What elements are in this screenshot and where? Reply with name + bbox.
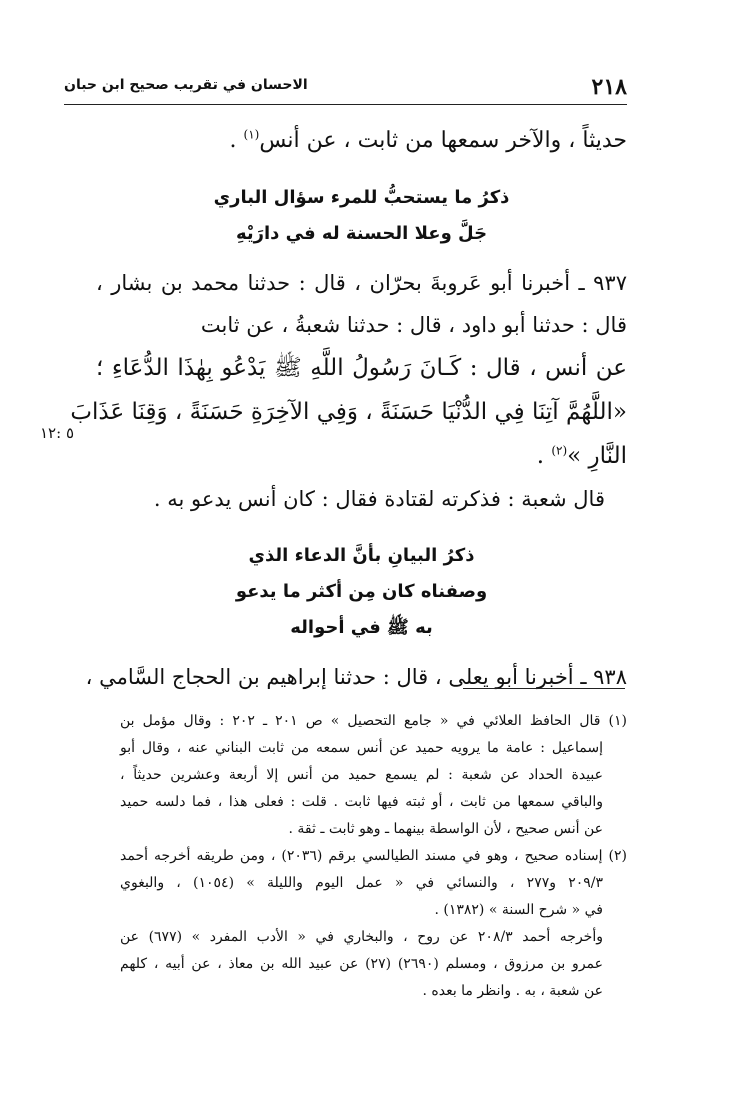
opening-line (96, 120, 627, 162)
hadith-937-line6: قال شعبة : فذكرته لقتادة فقال : كان أنس يدعو به . (153, 487, 605, 511)
page-number: ٢١٨ (591, 74, 627, 100)
running-title: الاحسان في تقريب صحيح ابن حبان (64, 77, 308, 93)
heading1-line2: جَلَّ وعلا الحسنة له في دارَيْهِ (235, 223, 488, 244)
heading2-line1: ذكرُ البيانِ بأنَّ الدعاء الذي (248, 545, 475, 566)
chapter-heading-2 (96, 538, 627, 646)
main-text (70, 120, 627, 698)
fn1-line5: عن أنس صحيح ، لأن الواسطة بينهما ـ وهو ثابت ـ ثقة . (288, 821, 603, 837)
fn2-line3: في « شرح السنة » (١٣٨٢) . (434, 902, 603, 918)
footnote-rule (463, 688, 625, 689)
chapter-heading-1 (96, 180, 627, 252)
hadith-938-line1: ٩٣٨ ـ أخبرنا أبو يعلى ، قال : حدثنا إبراهيم بن الحجاج السَّامي ، (85, 665, 627, 689)
heading2-line2: وصفناه كان مِن أكثر ما يدعو (235, 581, 488, 602)
hadith-937-line5-end: . (536, 443, 552, 469)
fn1-line4: والباقي سمعها من ثابت ، أو ثبته فيها ثابت . قلت : فعلى هذا ، فما دلسه حميد (120, 794, 604, 810)
opening-end: . (229, 128, 244, 153)
fn2-line2: ٢٠٩/٣ و٢٧٧ ، والنسائي في « عمل اليوم والليلة » (١٠٥٤) ، والبغوي (120, 875, 604, 891)
fn2-cont-line3: عن شعبة ، به . وانظر ما بعده . (422, 983, 603, 999)
hadith-937-line2: قال : حدثنا أبو داود ، قال : حدثنا شعبةُ ، عن ثابت (200, 313, 627, 337)
margin-reference: ٥ :١٢ (40, 424, 75, 442)
fn1-line3: عبيدة الحداد عن شعبة : لم يسمع حميد من أنس إلا أربعة وعشرين حديثاً ، (120, 767, 603, 783)
opening-text: حديثاً ، والآخر سمعها من ثابت ، عن أنس (259, 128, 627, 153)
hadith-937-line3: عن أنس ، قال : كَـانَ رَسُولُ اللَّهِ ﷺ يَدْعُو بِهٰذَا الدُّعَاءِ ؛ (96, 355, 627, 381)
hadith-937-line1: ٩٣٧ ـ أخبرنا أبو عَروبةَ بحرّان ، قال : حدثنا محمد بن بشار ، (96, 271, 627, 295)
fn1-line1: (١) قال الحافظ العلائي في « جامع التحصيل » ص ٢٠١ ـ ٢٠٢ : وقال مؤمل بن (120, 713, 627, 729)
hadith-937-line5-text: النَّارِ » (567, 443, 627, 469)
footnote-mark-1: (١) (243, 127, 260, 142)
heading1-line1: ذكرُ ما يستحبُّ للمرء سؤال الباري (213, 187, 510, 208)
fn2-cont-line2: عمرو بن مرزوق ، ومسلم (٢٦٩٠) (٢٧) عن عبيد الله بن معاذ ، عن أبيه ، كلهم (120, 956, 603, 972)
fn2-cont-line1: وأخرجه أحمد ٢٠٨/٣ عن روح ، والبخاري في « الأدب المفرد » (٦٧٧) عن (120, 929, 603, 945)
heading2-line3: به ﷺ في أحواله (290, 617, 433, 638)
footnotes (120, 708, 627, 1005)
fn1-line2: إسماعيل : عامة ما يرويه حميد عن أنس سمعه من ثابت البناني عنه ، وقال أبو (120, 740, 603, 756)
footnote-mark-2: (٢) (551, 443, 568, 458)
hadith-937-line5 (96, 434, 627, 478)
hadith-937-line4: «اللَّهُمَّ آتِنَا فِي الدُّنْيَا حَسَنَةً ، وَفِي الآخِرَةِ حَسَنَةً ، وَقِنَا عَذَابَ (70, 399, 627, 425)
fn2-line1: (٢) إسناده صحيح ، وهو في مسند الطيالسي برقم (٢٠٣٦) ، ومن طريقه أخرجه أحمد (120, 848, 627, 864)
header-rule (64, 104, 627, 105)
page-header (64, 74, 627, 100)
